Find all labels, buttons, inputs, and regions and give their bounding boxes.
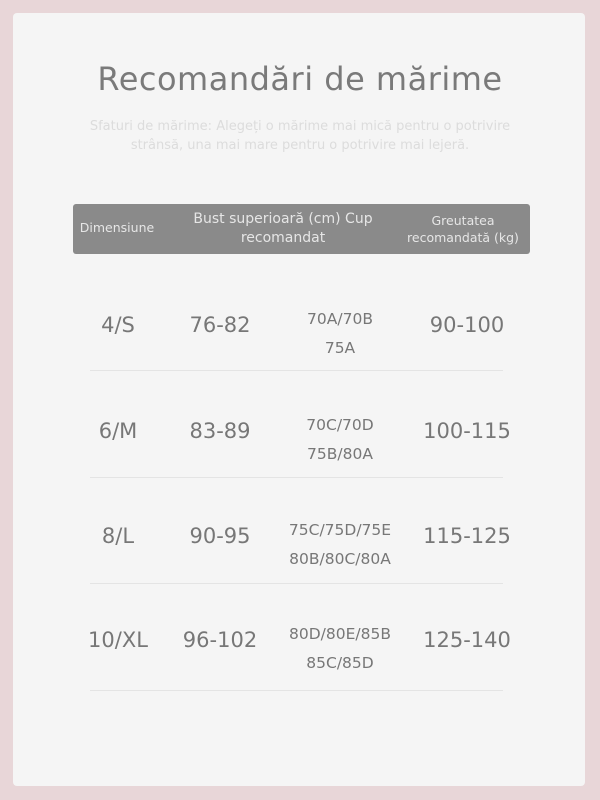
size-cell: 6/M	[98, 419, 138, 443]
row-divider	[90, 690, 503, 691]
row-divider	[90, 477, 503, 478]
table-header	[73, 204, 530, 254]
size-advice-line-1: Sfaturi de mărime: Alegeți o mărime mai mică pentru o potrivire	[89, 119, 511, 134]
table-row	[0, 615, 600, 721]
header-bust-cup-line-2: recomandat	[240, 230, 326, 246]
weight-cell: 125-140	[423, 628, 511, 652]
weight-cell: 90-100	[429, 313, 505, 337]
bust-cell: 76-82	[189, 313, 251, 337]
header-weight-line-1: Greutatea	[431, 213, 495, 228]
header-dimension: Dimensiune	[79, 220, 155, 235]
size-advice	[40, 117, 560, 155]
cup-line-1: 70A/70B	[307, 310, 373, 328]
bust-cell: 83-89	[189, 419, 251, 443]
header-bust-cup-line-1: Bust superioară (cm) Cup	[193, 211, 373, 227]
page-title: Recomandări de mărime	[97, 60, 503, 98]
table-row	[0, 406, 600, 512]
weight-cell: 100-115	[423, 419, 511, 443]
size-cell: 4/S	[101, 313, 135, 337]
header-weight-line-2: recomandată (kg)	[407, 230, 519, 245]
cup-line-2: 85C/85D	[306, 654, 374, 672]
cup-cell	[275, 516, 405, 574]
cup-line-1: 70C/70D	[306, 416, 374, 434]
cup-line-2: 75A	[324, 339, 356, 357]
header-weight	[398, 212, 528, 246]
cup-cell	[275, 305, 405, 363]
bust-cell: 90-95	[189, 524, 251, 548]
cup-line-2: 75B/80A	[307, 445, 373, 463]
cup-line-1: 75C/75D/75E	[288, 521, 392, 539]
weight-cell: 115-125	[423, 524, 511, 548]
cup-cell	[275, 620, 405, 678]
size-advice-line-2: strânsă, una mai mare pentru o potrivire mai lejeră.	[130, 138, 470, 153]
header-bust-cup	[173, 210, 393, 248]
bust-cell: 96-102	[182, 628, 258, 652]
size-cell: 8/L	[101, 524, 135, 548]
cup-cell	[275, 411, 405, 469]
cup-line-2: 80B/80C/80A	[289, 550, 391, 568]
size-cell: 10/XL	[88, 628, 148, 652]
row-divider	[90, 583, 503, 584]
cup-line-1: 80D/80E/85B	[289, 625, 391, 643]
table-row	[0, 511, 600, 617]
row-divider	[90, 370, 503, 371]
table-row	[0, 300, 600, 406]
